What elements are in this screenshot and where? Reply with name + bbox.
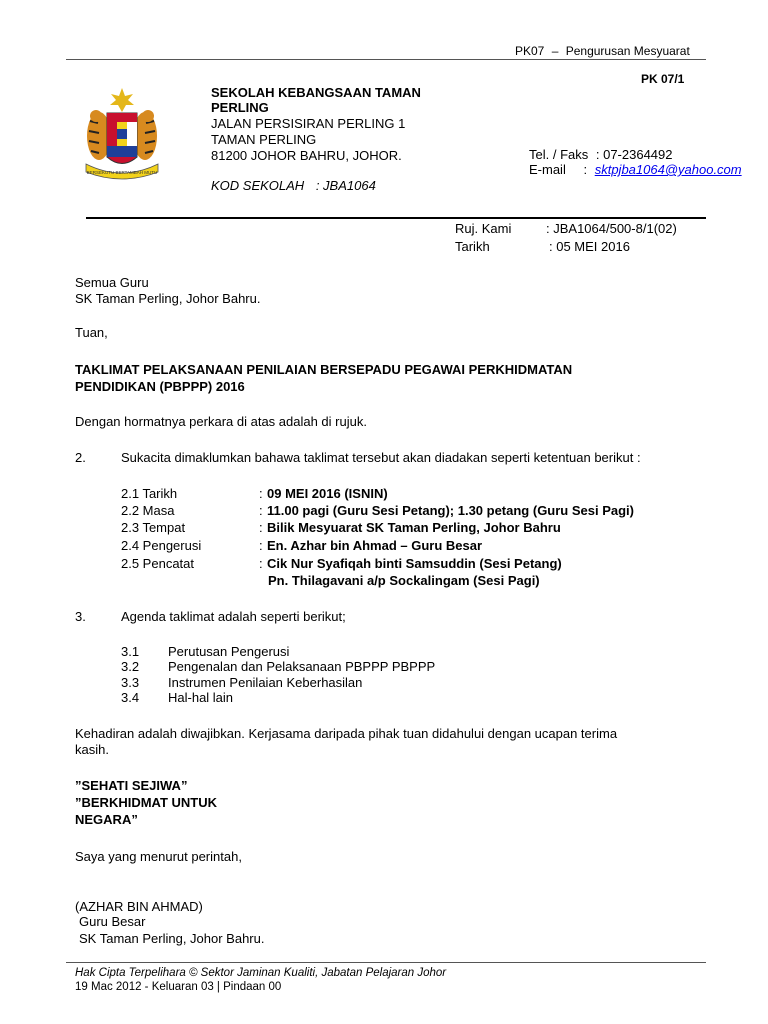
sign-off: Saya yang menurut perintah, bbox=[75, 849, 242, 864]
detail-colon: : bbox=[259, 556, 263, 571]
agenda-item: Instrumen Penilaian Keberhasilan bbox=[168, 675, 363, 690]
address-line2: TAMAN PERLING bbox=[211, 132, 317, 147]
school-code-value: : JBA1064 bbox=[315, 178, 376, 193]
opening-sentence: Dengan hormatnya perkara di atas adalah di rujuk. bbox=[75, 414, 367, 429]
detail-value: En. Azhar bin Ahmad – Guru Besar bbox=[267, 538, 483, 553]
detail-label: 2.3 Tempat bbox=[121, 520, 186, 535]
recipient-line1: Semua Guru bbox=[75, 275, 149, 290]
revision-line: 19 Mac 2012 - Keluaran 03 | Pindaan 00 bbox=[75, 981, 282, 993]
email-row bbox=[529, 162, 742, 178]
doc-code: PK07 bbox=[515, 44, 545, 58]
address-line3: 81200 JOHOR BAHRU, JOHOR. bbox=[211, 148, 402, 163]
salutation: Tuan, bbox=[75, 325, 108, 340]
form-number: PK 07/1 bbox=[641, 72, 685, 86]
doc-title: Pengurusan Mesyuarat bbox=[565, 44, 690, 58]
detail-colon: : bbox=[259, 520, 263, 535]
address-line1: JALAN PERSISIRAN PERLING 1 bbox=[211, 116, 406, 131]
detail-label: 2.2 Masa bbox=[121, 503, 175, 518]
agenda-number: 3.1 bbox=[121, 644, 140, 659]
subject-line1: TAKLIMAT PELAKSANAAN PENILAIAN BERSEPADU PEGAWAI PERKHIDMATAN bbox=[75, 362, 573, 377]
detail-value-extra: Pn. Thilagavani a/p Sockalingam (Sesi Pagi) bbox=[268, 573, 540, 588]
email-colon: : bbox=[583, 162, 588, 177]
ruj-label: Ruj. Kami bbox=[455, 221, 512, 236]
footer-rule bbox=[66, 962, 706, 963]
detail-colon: : bbox=[259, 538, 263, 553]
detail-value: Cik Nur Syafiqah binti Samsuddin (Sesi Petang) bbox=[267, 556, 562, 571]
agenda-item: Hal-hal lain bbox=[168, 690, 234, 705]
para3-text: Agenda taklimat adalah seperti berikut; bbox=[121, 609, 346, 624]
detail-colon: : bbox=[259, 503, 263, 518]
detail-label: 2.4 Pengerusi bbox=[121, 538, 202, 553]
tel-value: : 07-2364492 bbox=[595, 147, 673, 162]
detail-label: 2.1 Tarikh bbox=[121, 486, 178, 501]
para2-text: Sukacita dimaklumkan bahawa taklimat tersebut akan diadakan seperti ketentuan berikut : bbox=[121, 450, 641, 465]
detail-label: 2.5 Pencatat bbox=[121, 556, 194, 571]
motto-line3: NEGARA” bbox=[75, 812, 138, 827]
malaysia-crest-logo bbox=[76, 86, 168, 186]
subject-line2: PENDIDIKAN (PBPPP) 2016 bbox=[75, 379, 245, 394]
doc-code-dash: – bbox=[551, 44, 559, 58]
agenda-number: 3.2 bbox=[121, 659, 140, 674]
para2-number: 2. bbox=[75, 450, 86, 465]
tel-label: Tel. / Faks bbox=[529, 147, 589, 162]
svg-text:BERSEKUTU BERTAMBAH MUTU: BERSEKUTU BERTAMBAH MUTU bbox=[86, 170, 158, 175]
closing-line1: Kehadiran adalah diwajibkan. Kerjasama daripada pihak tuan didahului dengan ucapan terima bbox=[75, 726, 618, 741]
tarikh-value: : 05 MEI 2016 bbox=[549, 239, 630, 254]
letterhead-rule bbox=[86, 217, 706, 219]
agenda-item: Perutusan Pengerusi bbox=[168, 644, 290, 659]
recipient-line2: SK Taman Perling, Johor Bahru. bbox=[75, 291, 261, 306]
para3-number: 3. bbox=[75, 609, 86, 624]
signatory-title: Guru Besar bbox=[79, 914, 146, 929]
detail-value: 09 MEI 2016 (ISNIN) bbox=[267, 486, 388, 501]
header-rule bbox=[66, 59, 706, 60]
email-link[interactable]: sktpjba1064@yahoo.com bbox=[594, 162, 742, 177]
tel-fax bbox=[529, 147, 673, 163]
school-name-line1: SEKOLAH KEBANGSAAN TAMAN bbox=[211, 85, 421, 100]
detail-colon: : bbox=[259, 486, 263, 501]
closing-line2: kasih. bbox=[75, 742, 109, 757]
doc-code-header bbox=[515, 44, 690, 59]
signatory-name: (AZHAR BIN AHMAD) bbox=[75, 899, 203, 914]
motto-line1: ”SEHATI SEJIWA” bbox=[75, 778, 188, 793]
signatory-school: SK Taman Perling, Johor Bahru. bbox=[79, 931, 265, 946]
detail-value: 11.00 pagi (Guru Sesi Petang); 1.30 petang (Guru Sesi Pagi) bbox=[267, 503, 634, 518]
school-name-line2: PERLING bbox=[211, 100, 269, 115]
email-label: E-mail bbox=[529, 162, 566, 177]
school-code-label: KOD SEKOLAH bbox=[211, 178, 305, 193]
copyright-line: Hak Cipta Terpelihara © Sektor Jaminan Kualiti, Jabatan Pelajaran Johor bbox=[75, 967, 447, 979]
agenda-item: Pengenalan dan Pelaksanaan PBPPP PBPPP bbox=[168, 659, 436, 674]
school-code bbox=[211, 178, 376, 194]
ruj-value: : JBA1064/500-8/1(02) bbox=[546, 221, 677, 236]
agenda-number: 3.3 bbox=[121, 675, 140, 690]
detail-value: Bilik Mesyuarat SK Taman Perling, Johor Bahru bbox=[267, 520, 561, 535]
tarikh-label: Tarikh bbox=[455, 239, 490, 254]
agenda-number: 3.4 bbox=[121, 690, 140, 705]
motto-line2: ”BERKHIDMAT UNTUK bbox=[75, 795, 218, 810]
